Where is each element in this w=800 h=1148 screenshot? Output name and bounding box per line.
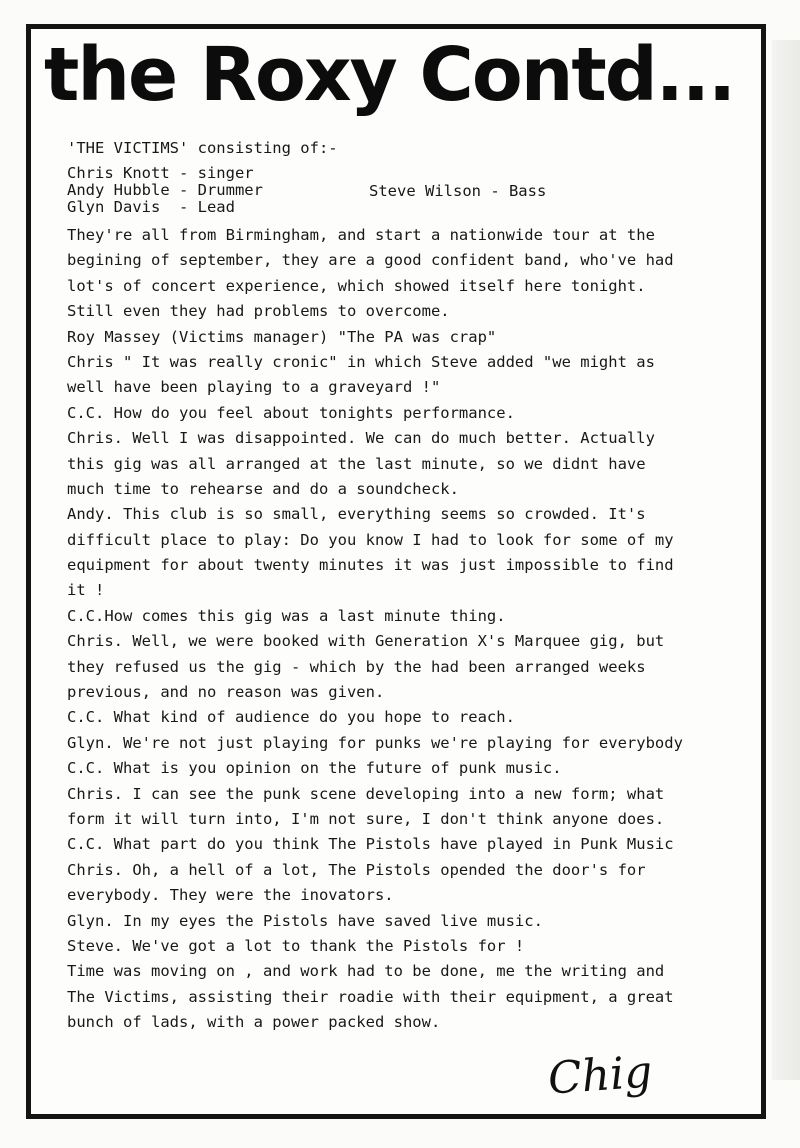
band-lineup [67,165,767,219]
text-line: begining of september, they are a good confident band, who've had [67,251,674,270]
page-title: the Roxy Contd... [44,32,735,118]
interview-text [67,223,767,1036]
text-line: difficult place to play: Do you know I had to look for some of my [67,530,674,549]
text-line: C.C.How comes this gig was a last minute thing. [67,606,506,625]
members-list [67,165,263,216]
text-line: Andy. This club is so small, everything seems so crowded. It's [67,505,646,524]
text-line: Glyn. In my eyes the Pistols have saved live music. [67,911,543,930]
text-line: Chris. Well, we were booked with Generation X's Marquee gig, but [67,632,665,651]
text-line: C.C. What is you opinion on the future of punk music. [67,759,562,778]
text-line: bunch of lads, with a power packed show. [67,1013,441,1032]
article-body [67,140,767,1036]
text-line: Chris " It was really cronic" in which Steve added "we might as [67,352,655,371]
member-line: Glyn Davis - Lead [67,198,235,216]
text-line: much time to rehearse and do a soundcheck. [67,479,459,498]
text-line: previous, and no reason was given. [67,683,385,702]
intro-line: 'THE VICTIMS' consisting of:- [67,139,338,157]
text-line: Glyn. We're not just playing for punks we're playing for everybody [67,733,683,752]
text-line: Chris. Well I was disappointed. We can do much better. Actually [67,429,655,448]
text-line: Roy Massey (Victims manager) "The PA was crap" [67,327,497,346]
text-line: it ! [67,581,105,600]
text-line: Time was moving on , and work had to be done, me the writing and [67,962,665,981]
text-line: well have been playing to a graveyard !" [67,378,441,397]
text-line: this gig was all arranged at the last minute, so we didnt have [67,454,646,473]
text-line: Steve. We've got a lot to thank the Pistols for ! [67,936,525,955]
text-line: They're all from Birmingham, and start a nationwide tour at the [67,226,655,244]
text-line: form it will turn into, I'm not sure, I don't think anyone does. [67,809,665,828]
member-line: Andy Hubble - Drummer [67,181,263,199]
page-edge-shadow [772,40,800,1080]
bass-member: Steve Wilson - Bass [369,182,547,200]
text-line: lot's of concert experience, which showed itself here tonight. [67,276,646,295]
text-line: everybody. They were the inovators. [67,886,394,905]
member-line: Chris Knott - singer [67,164,254,182]
signature: Chig [546,1046,654,1105]
text-line: C.C. What part do you think The Pistols have played in Punk Music [67,835,674,854]
text-line: The Victims, assisting their roadie with their equipment, a great [67,987,674,1006]
text-line: equipment for about twenty minutes it was just impossible to find [67,556,674,575]
text-line: C.C. How do you feel about tonights performance. [67,403,515,422]
text-line: C.C. What kind of audience do you hope to reach. [67,708,515,727]
text-line: Chris. I can see the punk scene developing into a new form; what [67,784,665,803]
text-line: they refused us the gig - which by the had been arranged weeks [67,657,646,676]
text-line: Still even they had problems to overcome. [67,302,450,321]
text-line: Chris. Oh, a hell of a lot, The Pistols opended the door's for [67,860,646,879]
